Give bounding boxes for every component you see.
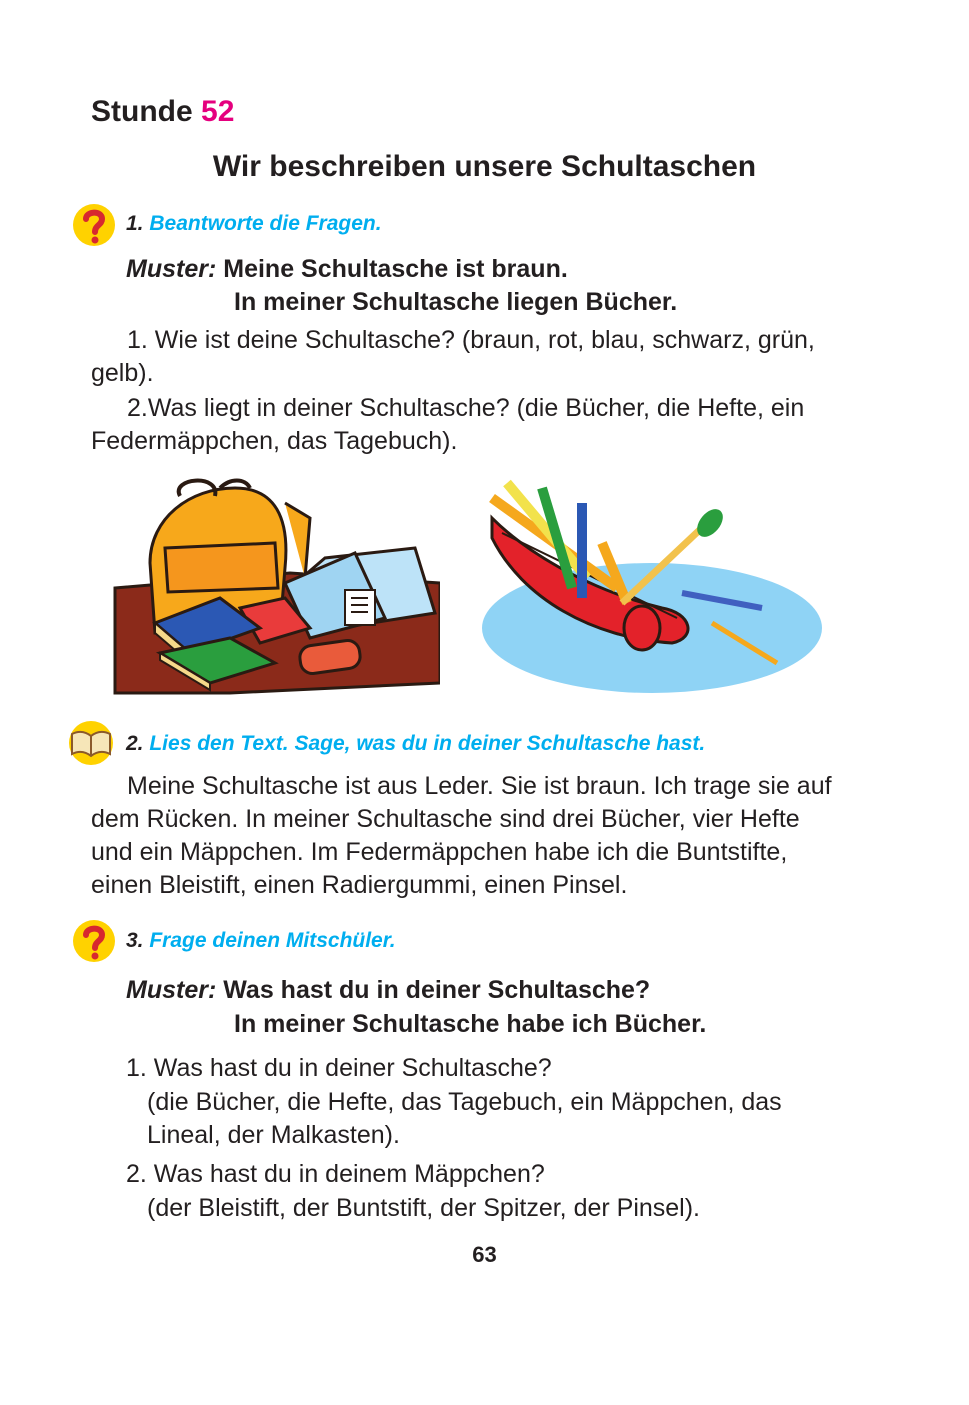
task3-muster-line2: In meiner Schultasche habe ich Bücher.: [234, 1010, 707, 1038]
task2-instruction-text: Lies den Text. Sage, was du in deiner Schultasche hast.: [149, 732, 706, 755]
task3-instruction-text: Frage deinen Mitschüler.: [149, 929, 396, 952]
lesson-label: Stunde: [91, 95, 193, 128]
task1-number: 1.: [126, 212, 144, 235]
task3-muster-label: Muster:: [126, 976, 217, 1004]
task3-muster: [126, 976, 650, 1005]
schoolbag-illustration: [110, 478, 440, 700]
open-book-icon: [66, 720, 116, 766]
page-title: Wir beschreiben unsere Schultaschen: [212, 150, 757, 183]
task3-number: 3.: [126, 929, 144, 952]
task2-number: 2.: [126, 732, 144, 755]
lesson-heading: [91, 95, 234, 129]
task3-instruction: [126, 929, 396, 953]
task1-question-2: 2.Was liegt in deiner Schultasche? (die Bücher, die Hefte, ein Federmäppchen, das Tagebuch).: [91, 394, 805, 455]
task3-question-1-options: (die Bücher, die Hefte, das Tagebuch, ein Mäppchen, das Lineal, der Malkasten).: [147, 1088, 782, 1149]
task1-muster: [126, 255, 568, 284]
task1-instruction-text: Beantworte die Fragen.: [149, 212, 382, 235]
task2-text: Meine Schultasche ist aus Leder. Sie ist braun. Ich trage sie auf dem Rücken. In meiner Schultasche sind drei Bücher, vier Hefte und ein Mäppchen. Im Federmäppchen habe ich die Buntstifte, einen Bleistift, einen Radiergummi, einen Pinsel.: [91, 772, 832, 899]
task1-instruction: [126, 212, 382, 236]
pencil-case-illustration: [462, 478, 822, 700]
task3-question-1: 1. Was hast du in deiner Schultasche?: [126, 1054, 552, 1082]
task1-muster-line1: Meine Schultasche ist braun.: [223, 255, 568, 283]
task3-question-2: 2. Was hast du in deinem Mäppchen?: [126, 1160, 545, 1188]
task3-question-2-options: (der Bleistift, der Buntstift, der Spitzer, der Pinsel).: [147, 1194, 701, 1222]
task3-muster-line1: Was hast du in deiner Schultasche?: [223, 976, 651, 1004]
task2-instruction: [126, 732, 705, 756]
question-mark-icon: [72, 919, 116, 963]
task1-muster-label: Muster:: [126, 255, 217, 283]
question-mark-icon: [72, 203, 116, 247]
lesson-number: 52: [201, 95, 235, 128]
page-number: 63: [472, 1242, 497, 1267]
task1-muster-line2: In meiner Schultasche liegen Bücher.: [234, 288, 678, 316]
task1-question-1: 1. Wie ist deine Schultasche? (braun, rot, blau, schwarz, grün, gelb).: [91, 326, 815, 387]
